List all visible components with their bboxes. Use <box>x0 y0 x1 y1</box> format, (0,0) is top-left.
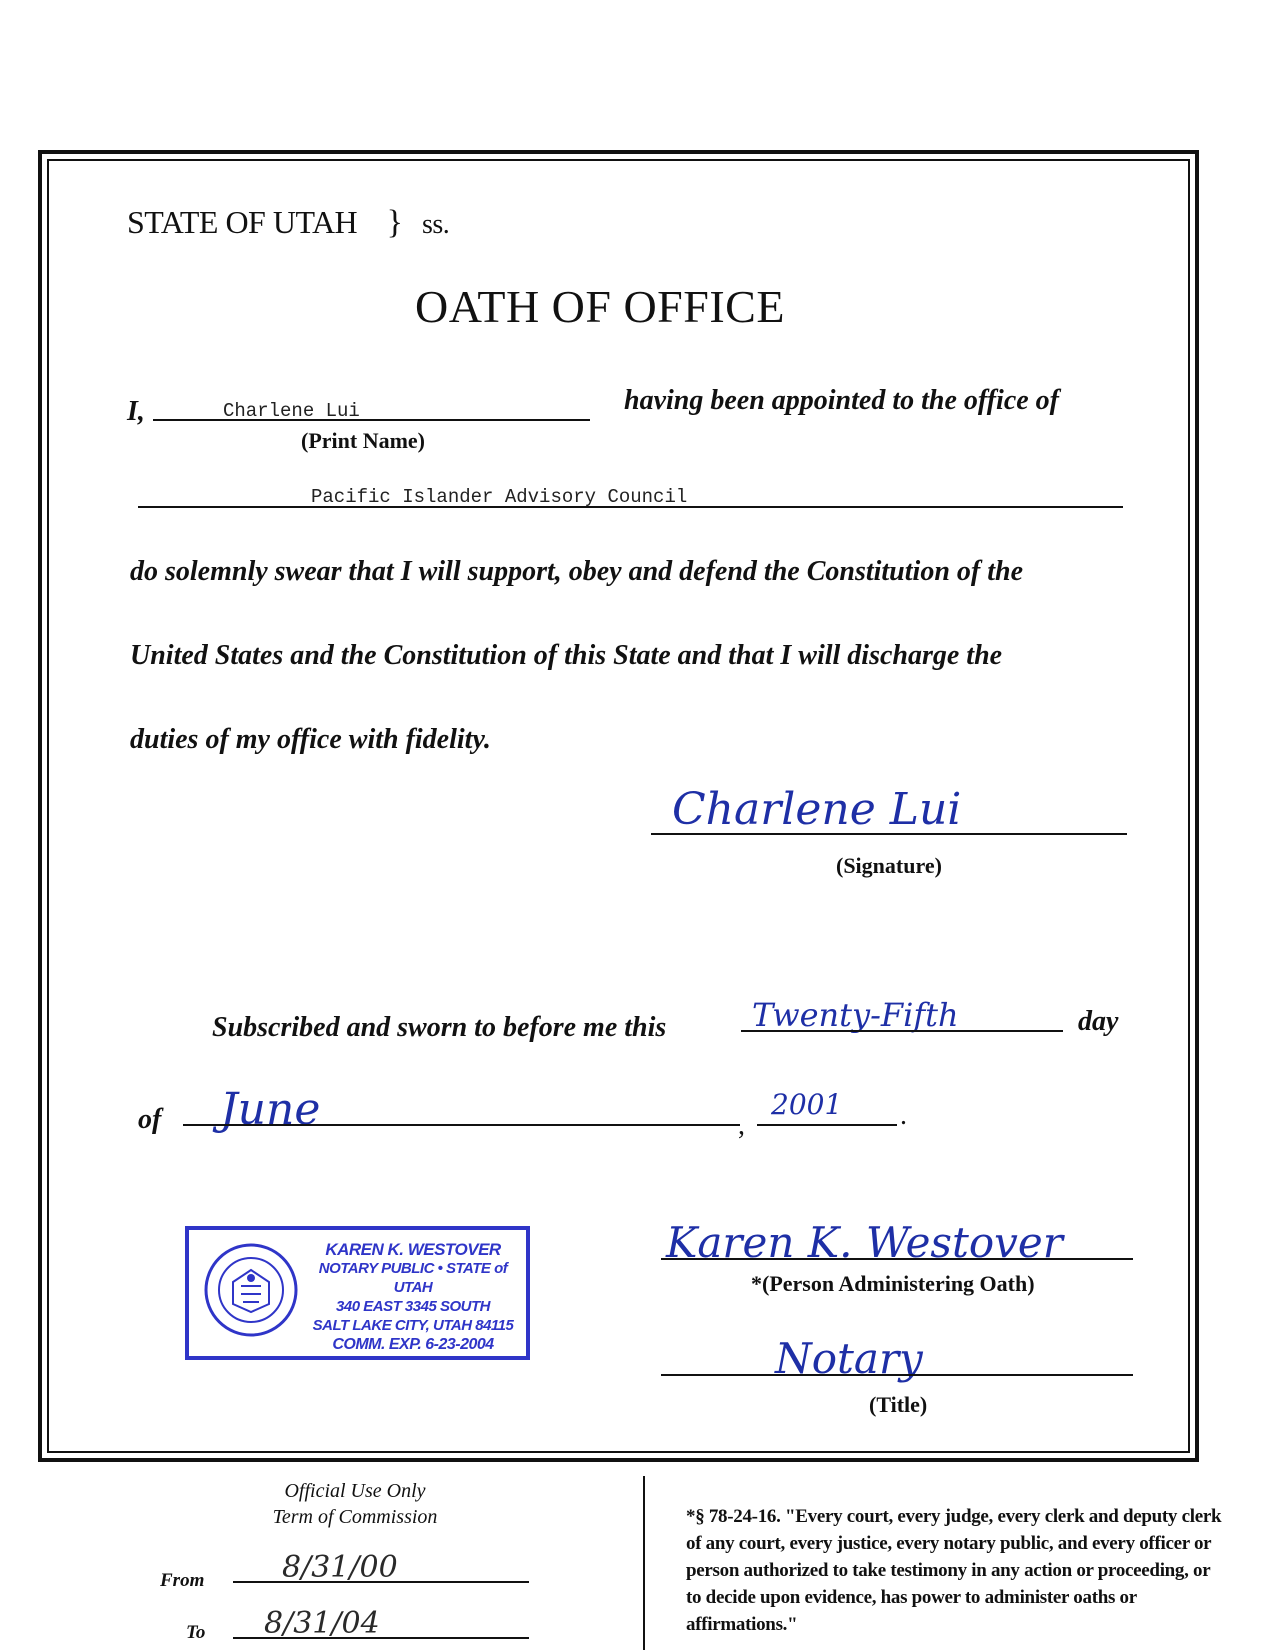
state-label: STATE OF UTAH <box>127 204 358 240</box>
stamp-line-name: KAREN K. WESTOVER <box>325 1240 501 1259</box>
day-underline <box>741 1030 1063 1032</box>
day-handwritten: Twenty-Fifth <box>752 996 959 1034</box>
month-underline <box>183 1124 740 1126</box>
year-handwritten: 2001 <box>771 1088 843 1121</box>
to-date-handwritten: 8/31/04 <box>264 1606 380 1641</box>
state-seal-icon <box>203 1242 299 1338</box>
stamp-text <box>301 1240 525 1354</box>
day-word: day <box>1078 1006 1119 1037</box>
date-comma: , <box>738 1110 745 1141</box>
date-period: . <box>900 1100 907 1131</box>
typed-office: Pacific Islander Advisory Council <box>311 486 688 508</box>
footer-divider <box>643 1476 645 1650</box>
oath-signature: Charlene Lui <box>672 784 962 835</box>
venue-brace: } <box>386 204 403 241</box>
administrator-caption: *(Person Administering Oath) <box>751 1271 1035 1296</box>
stamp-line-title: NOTARY PUBLIC • STATE of UTAH <box>318 1260 508 1296</box>
stamp-line-expiry: COMM. EXP. 6-23-2004 <box>332 1336 494 1353</box>
to-label: To <box>186 1622 206 1643</box>
title-underline <box>661 1374 1133 1376</box>
administrator-underline <box>661 1258 1133 1260</box>
year-underline <box>757 1124 897 1126</box>
title-caption: (Title) <box>869 1392 928 1417</box>
of-word: of <box>138 1104 162 1135</box>
page-title: OATH OF OFFICE <box>415 281 785 332</box>
signature-caption: (Signature) <box>836 853 942 878</box>
statute-note: *§ 78-24-16. "Every court, every judge, every clerk and deputy clerk of any court, every justice, every notary public, and every officer or person authorized to take testimony in any action or proceeding, or to decide upon evidence, has power to administer oaths or affirmations." <box>686 1506 1222 1635</box>
oath-prefix: I, <box>127 396 145 427</box>
stamp-line-street: 340 EAST 3345 SOUTH <box>336 1298 490 1315</box>
oath-line-3: duties of my office with fidelity. <box>130 724 491 755</box>
venue-ss: ss. <box>421 209 450 240</box>
month-handwritten: June <box>220 1084 321 1135</box>
from-label: From <box>160 1570 205 1591</box>
administrator-signature: Karen K. Westover <box>666 1218 1063 1267</box>
from-date-handwritten: 8/31/00 <box>282 1550 398 1585</box>
venue-heading <box>127 204 449 242</box>
name-caption: (Print Name) <box>301 428 426 453</box>
oath-line-1: do solemnly swear that I will support, obey and defend the Constitution of the <box>130 556 1023 587</box>
office-underline <box>138 506 1123 508</box>
title-handwritten: Notary <box>775 1334 923 1383</box>
stamp-line-city: SALT LAKE CITY, UTAH 84115 <box>312 1317 514 1334</box>
term-heading: Term of Commission <box>272 1506 438 1528</box>
oath-line-2: United States and the Constitution of this State and that I will discharge the <box>130 640 1003 671</box>
appointment-text: having been appointed to the office of <box>624 385 1059 416</box>
subscribed-text: Subscribed and sworn to before me this <box>212 1012 667 1043</box>
to-underline <box>233 1637 529 1639</box>
signature-underline <box>651 833 1127 835</box>
from-underline <box>233 1581 529 1583</box>
name-underline <box>153 419 590 421</box>
typed-name: Charlene Lui <box>223 400 360 422</box>
official-use-heading: Official Use Only <box>284 1480 426 1502</box>
notary-stamp <box>185 1226 530 1360</box>
